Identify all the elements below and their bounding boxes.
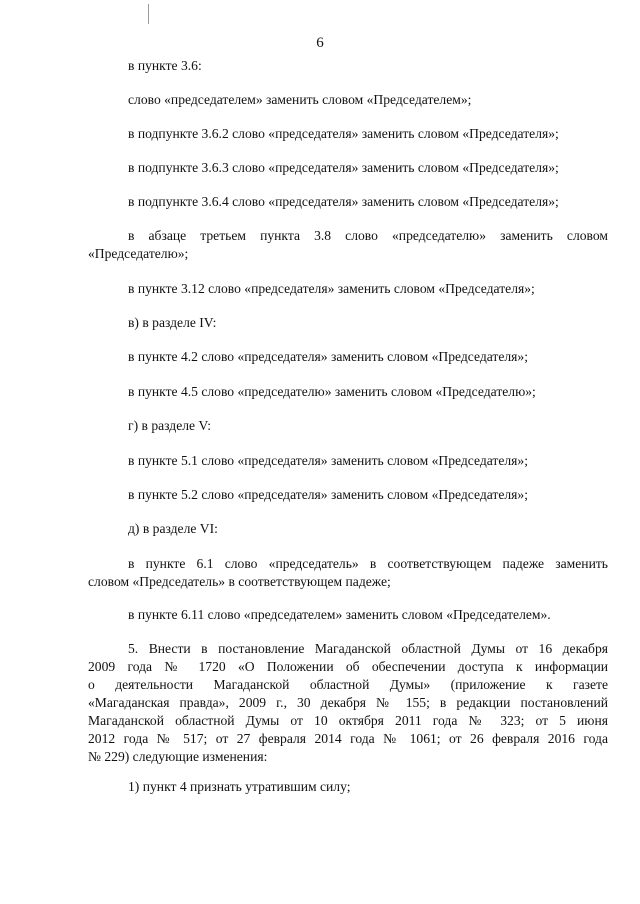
paragraph-5-line-6: 2012 года № 517; от 27 февраля 2014 года № 1061; от 26 февраля 2016 года [88,731,608,746]
paragraph-3-12: в пункте 3.12 слово «председателя» заменить словом «Председателя»; [128,281,535,296]
paragraph-section-v: г) в разделе V: [128,418,212,433]
paragraph-3-6-4: в подпункте 3.6.4 слово «председателя» заменить словом «Председателя»; [128,194,559,209]
paragraph-5-2: в пункте 5.2 слово «председателя» заменить словом «Председателя»; [128,487,529,502]
paragraph-4-5: в пункте 4.5 слово «председателю» заменить словом «Председателю»; [128,384,536,399]
paragraph-3-8-line-1: в абзаце третьем пункта 3.8 слово «председателю» заменить словом [128,228,608,243]
paragraph-5-line-7: № 229) следующие изменения: [88,749,268,764]
paragraph-6-1-line-1: в пункте 6.1 слово «председатель» в соответствующем падеже заменить [128,556,608,571]
paragraph-section-iv: в) в разделе IV: [128,315,217,330]
paragraph-5-line-1: 5. Внести в постановление Магаданской областной Думы от 16 декабря [128,641,608,656]
paragraph-6-11: в пункте 6.11 слово «председателем» заменить словом «Председателем». [128,607,551,622]
paragraph-5-line-5: Магаданской областной Думы от 10 октября 2011 года № 323; от 5 июня [88,713,608,728]
paragraph-3-6-2: в подпункте 3.6.2 слово «председателя» заменить словом «Председателя»; [128,126,559,141]
paragraph-3-6-3: в подпункте 3.6.3 слово «председателя» заменить словом «Председателя»; [128,160,559,175]
paragraph-6-1-line-2: словом «Председатель» в соответствующем падеже; [88,574,391,589]
paragraph-6-1 [88,555,608,591]
paragraph-item-3-6: в пункте 3.6: [128,58,202,73]
paragraph-item-5 [88,640,608,766]
paragraph-item-1-point-4: 1) пункт 4 признать утратившим силу; [128,779,351,794]
paragraph-3-8 [88,227,608,263]
page-number: 6 [316,35,324,51]
paragraph-5-line-3: о деятельности Магаданской областной Думы» (приложение к газете [88,677,608,692]
paragraph-5-1: в пункте 5.1 слово «председателя» заменить словом «Председателя»; [128,453,529,468]
paragraph-5-line-4: «Магаданская правда», 2009 г., 30 декабря № 155; в редакции постановлений [88,695,608,710]
paragraph-4-2: в пункте 4.2 слово «председателя» заменить словом «Председателя»; [128,349,529,364]
paragraph-5-line-2: 2009 года № 1720 «О Положении об обеспечении доступа к информации [88,659,608,674]
paragraph-section-vi: д) в разделе VI: [128,521,218,536]
scan-artifact-line [148,4,149,24]
paragraph-3-6-word: слово «председателем» заменить словом «Председателем»; [128,92,472,107]
paragraph-3-8-line-2: «Председателю»; [88,246,189,261]
